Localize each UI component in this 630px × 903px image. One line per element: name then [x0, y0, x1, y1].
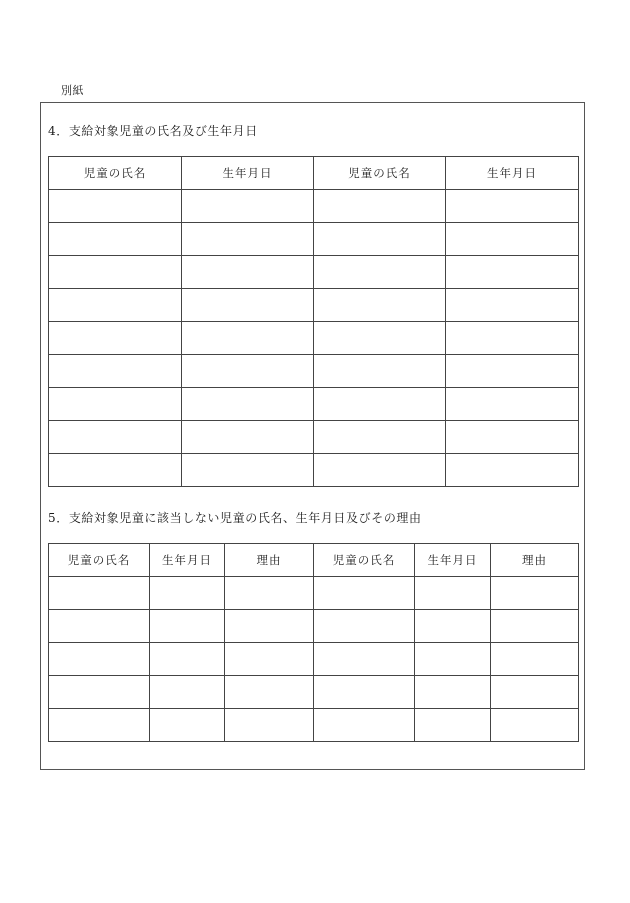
- section5-cell[interactable]: [150, 643, 225, 676]
- section4-cell[interactable]: [446, 190, 579, 223]
- section5-cell[interactable]: [49, 643, 150, 676]
- section4-cell[interactable]: [314, 322, 446, 355]
- section5-cell[interactable]: [415, 709, 491, 742]
- section4-cell[interactable]: [182, 256, 314, 289]
- section4-row: [49, 421, 579, 454]
- section4-cell[interactable]: [446, 289, 579, 322]
- section5-cell[interactable]: [49, 610, 150, 643]
- section5-cell[interactable]: [491, 709, 579, 742]
- section4-row: [49, 454, 579, 487]
- section5-cell[interactable]: [150, 577, 225, 610]
- section5-col-birthdate-2: 生年月日: [415, 544, 491, 577]
- section5-cell[interactable]: [314, 577, 415, 610]
- section5-cell[interactable]: [314, 709, 415, 742]
- section5-cell[interactable]: [491, 610, 579, 643]
- section4-cell[interactable]: [182, 223, 314, 256]
- section5-row: [49, 610, 579, 643]
- section5-title: 5．支給対象児童に該当しない児童の氏名、生年月日及びその理由: [48, 511, 422, 525]
- section5-row: [49, 577, 579, 610]
- section4-col-birthdate-1: 生年月日: [182, 157, 314, 190]
- section5-cell[interactable]: [491, 643, 579, 676]
- section4-header-row: [49, 157, 579, 190]
- section5-header-row: [49, 544, 579, 577]
- section4-cell[interactable]: [314, 454, 446, 487]
- section5-cell[interactable]: [225, 577, 314, 610]
- section4-cell[interactable]: [49, 289, 182, 322]
- section5-table: [48, 543, 579, 742]
- section5-row: [49, 643, 579, 676]
- section4-row: [49, 223, 579, 256]
- section4-cell[interactable]: [49, 355, 182, 388]
- section5-cell[interactable]: [314, 610, 415, 643]
- section4-cell[interactable]: [182, 355, 314, 388]
- section4-col-birthdate-2: 生年月日: [446, 157, 579, 190]
- section5-col-child-name-1: 児童の氏名: [49, 544, 150, 577]
- section4-title: 4．支給対象児童の氏名及び生年月日: [48, 124, 258, 138]
- section5-cell[interactable]: [150, 610, 225, 643]
- section5-cell[interactable]: [225, 676, 314, 709]
- section4-cell[interactable]: [182, 190, 314, 223]
- section4-row: [49, 322, 579, 355]
- section4-col-child-name-1: 児童の氏名: [49, 157, 182, 190]
- section5-col-reason-1: 理由: [225, 544, 314, 577]
- section4-cell[interactable]: [182, 388, 314, 421]
- section5-cell[interactable]: [415, 610, 491, 643]
- attachment-label: 別紙: [61, 84, 84, 97]
- section4-cell[interactable]: [314, 388, 446, 421]
- section5-cell[interactable]: [415, 643, 491, 676]
- section5-col-reason-2: 理由: [491, 544, 579, 577]
- section5-cell[interactable]: [491, 577, 579, 610]
- section4-cell[interactable]: [182, 421, 314, 454]
- section4-cell[interactable]: [182, 322, 314, 355]
- section4-cell[interactable]: [182, 289, 314, 322]
- section4-cell[interactable]: [314, 289, 446, 322]
- section4-cell[interactable]: [446, 322, 579, 355]
- section4-row: [49, 355, 579, 388]
- section4-col-child-name-2: 児童の氏名: [314, 157, 446, 190]
- section4-cell[interactable]: [314, 421, 446, 454]
- section4-cell[interactable]: [49, 454, 182, 487]
- section4-cell[interactable]: [446, 454, 579, 487]
- section4-cell[interactable]: [49, 256, 182, 289]
- section5-cell[interactable]: [49, 676, 150, 709]
- section4-row: [49, 289, 579, 322]
- section4-cell[interactable]: [446, 223, 579, 256]
- section5-cell[interactable]: [225, 709, 314, 742]
- section5-cell[interactable]: [491, 676, 579, 709]
- section5-cell[interactable]: [415, 577, 491, 610]
- section4-cell[interactable]: [49, 223, 182, 256]
- section5-cell[interactable]: [49, 577, 150, 610]
- section4-cell[interactable]: [314, 355, 446, 388]
- section4-row: [49, 256, 579, 289]
- section4-cell[interactable]: [314, 190, 446, 223]
- section4-cell[interactable]: [49, 190, 182, 223]
- section5-row: [49, 709, 579, 742]
- section5-row: [49, 676, 579, 709]
- section4-cell[interactable]: [446, 355, 579, 388]
- section5-cell[interactable]: [225, 643, 314, 676]
- section4-cell[interactable]: [49, 421, 182, 454]
- section5-col-birthdate-1: 生年月日: [150, 544, 225, 577]
- section5-cell[interactable]: [314, 643, 415, 676]
- section5-cell[interactable]: [49, 709, 150, 742]
- section4-cell[interactable]: [182, 454, 314, 487]
- section4-cell[interactable]: [446, 421, 579, 454]
- section5-cell[interactable]: [150, 709, 225, 742]
- section5-col-child-name-2: 児童の氏名: [314, 544, 415, 577]
- section4-cell[interactable]: [446, 256, 579, 289]
- section4-row: [49, 388, 579, 421]
- section4-cell[interactable]: [314, 256, 446, 289]
- section5-cell[interactable]: [314, 676, 415, 709]
- section4-cell[interactable]: [49, 388, 182, 421]
- section4-table: [48, 156, 579, 487]
- section5-cell[interactable]: [415, 676, 491, 709]
- section4-cell[interactable]: [49, 322, 182, 355]
- section4-cell[interactable]: [314, 223, 446, 256]
- section5-cell[interactable]: [150, 676, 225, 709]
- section4-cell[interactable]: [446, 388, 579, 421]
- section4-row: [49, 190, 579, 223]
- section5-cell[interactable]: [225, 610, 314, 643]
